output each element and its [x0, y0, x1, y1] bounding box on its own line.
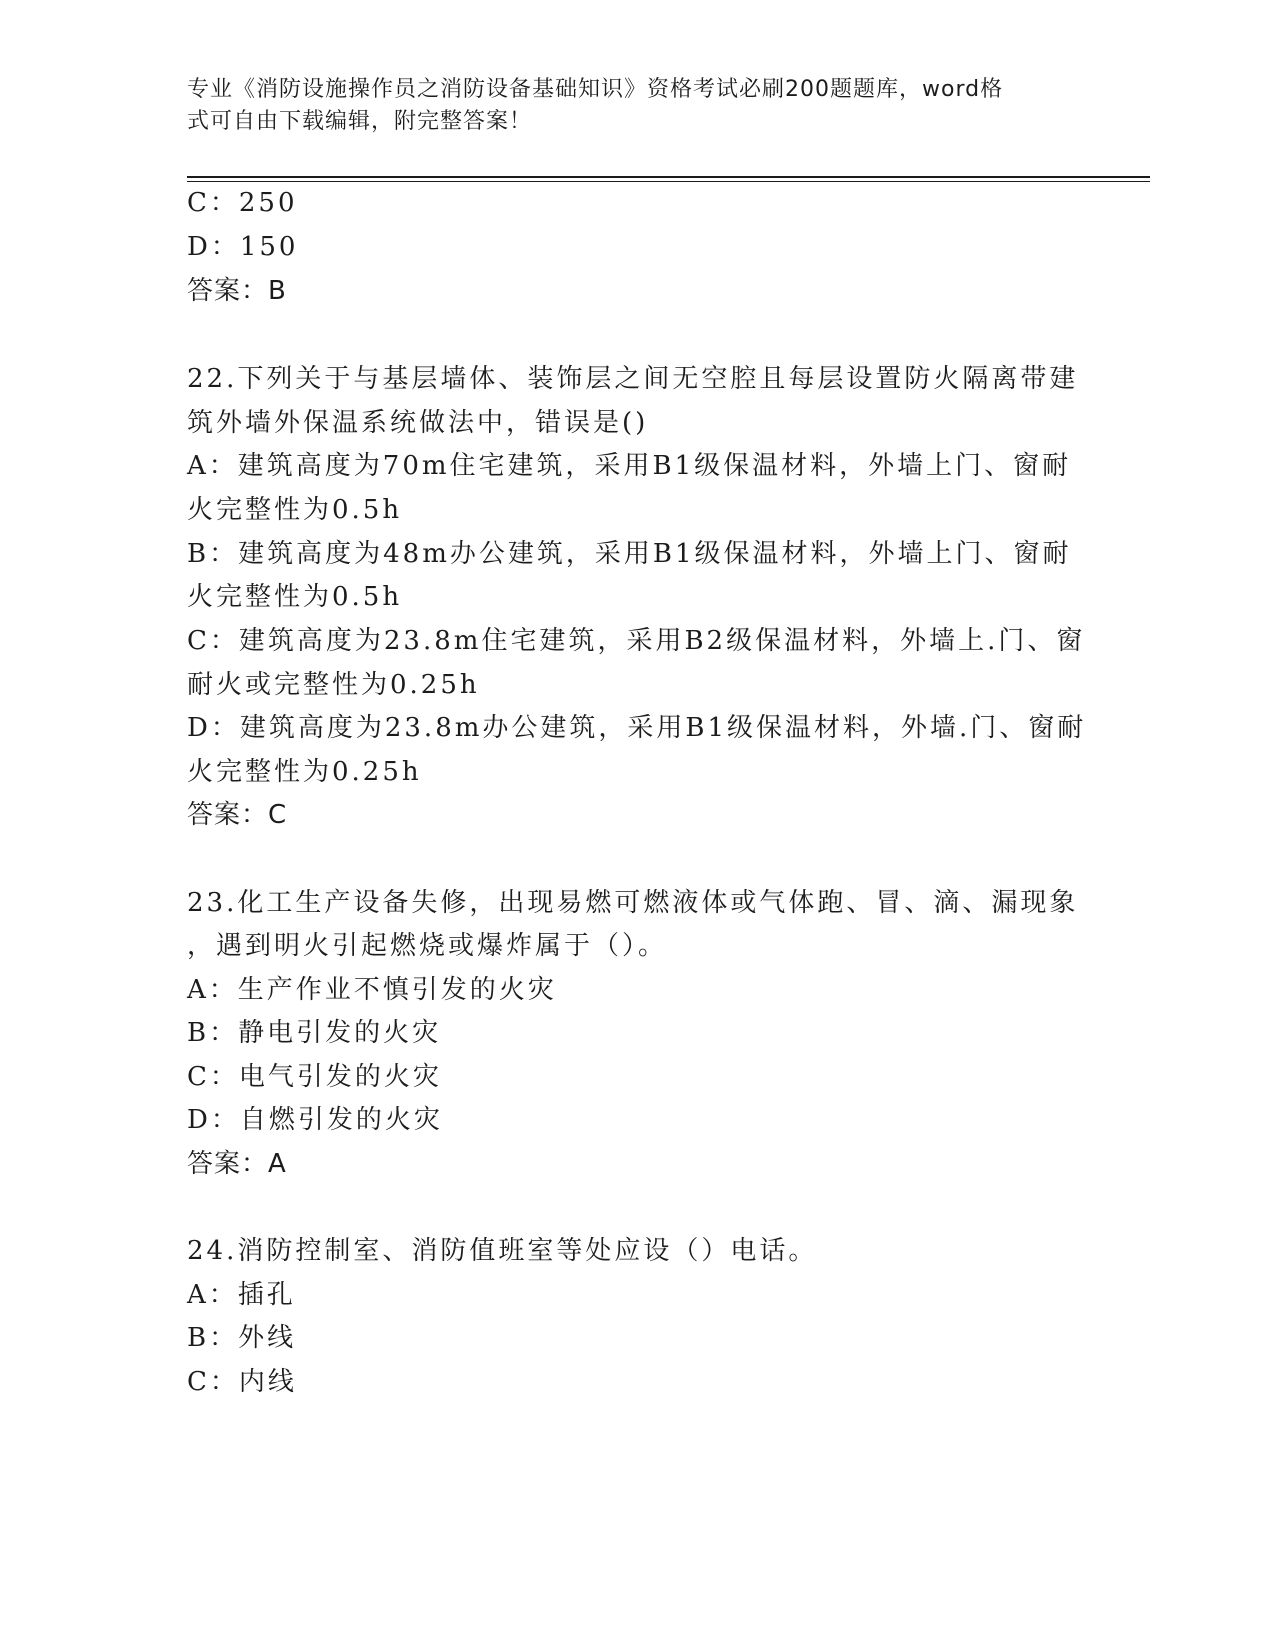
q23-option-b: B：静电引发的火灾: [187, 1018, 442, 1048]
q21-option-c: C：250: [187, 188, 298, 218]
q21-answer: 答案：B: [187, 276, 287, 306]
header-divider: [187, 176, 1150, 178]
q21-option-d: D：150: [187, 232, 299, 262]
header-line-2: 式可自由下载编辑，附完整答案！: [187, 109, 533, 134]
q23-option-c: C：电气引发的火灾: [187, 1062, 442, 1092]
q22-option-b-line-1: B：建筑高度为48m办公建筑，采用B1级保温材料，外墙上门、窗耐: [187, 539, 1072, 569]
q22-option-b-line-2: 火完整性为0.5h: [187, 582, 403, 612]
q23-option-a: A：生产作业不慎引发的火灾: [187, 975, 557, 1005]
document-header: [187, 74, 1067, 138]
q23-answer: 答案：A: [187, 1149, 287, 1179]
q22-stem-line-1: 22.下列关于与基层墙体、装饰层之间无空腔且每层设置防火隔离带建: [187, 364, 1079, 394]
q22-option-c-line-1: C：建筑高度为23.8m住宅建筑，采用B2级保温材料，外墙上.门、窗: [187, 626, 1086, 656]
header-divider-thin: [187, 181, 1150, 182]
q22-option-d-line-2: 火完整性为0.25h: [187, 757, 422, 787]
q22-answer: 答案：C: [187, 800, 288, 830]
q23-stem-line-1: 23.化工生产设备失修，出现易燃可燃液体或气体跑、冒、滴、漏现象: [187, 888, 1079, 918]
q22-option-d-line-1: D：建筑高度为23.8m办公建筑，采用B1级保温材料，外墙.门、窗耐: [187, 713, 1087, 743]
q22-option-c-line-2: 耐火或完整性为0.25h: [187, 670, 480, 700]
header-line-1: 专业《消防设施操作员之消防设备基础知识》资格考试必刷200题题库，word格: [187, 77, 1004, 102]
q23-stem-line-2: ，遇到明火引起燃烧或爆炸属于（）。: [187, 931, 668, 961]
q24-option-b: B：外线: [187, 1323, 297, 1353]
q24-stem: 24.消防控制室、消防值班室等处应设（）电话。: [187, 1236, 818, 1266]
q23-option-d: D：自燃引发的火灾: [187, 1105, 443, 1135]
q24-option-a: A：插孔: [187, 1280, 296, 1310]
q24-option-c: C：内线: [187, 1367, 297, 1397]
q22-option-a-line-1: A：建筑高度为70m住宅建筑，采用B1级保温材料，外墙上门、窗耐: [187, 451, 1072, 481]
q22-stem-line-2: 筑外墙外保温系统做法中，错误是(): [187, 408, 649, 438]
q22-option-a-line-2: 火完整性为0.5h: [187, 495, 403, 525]
